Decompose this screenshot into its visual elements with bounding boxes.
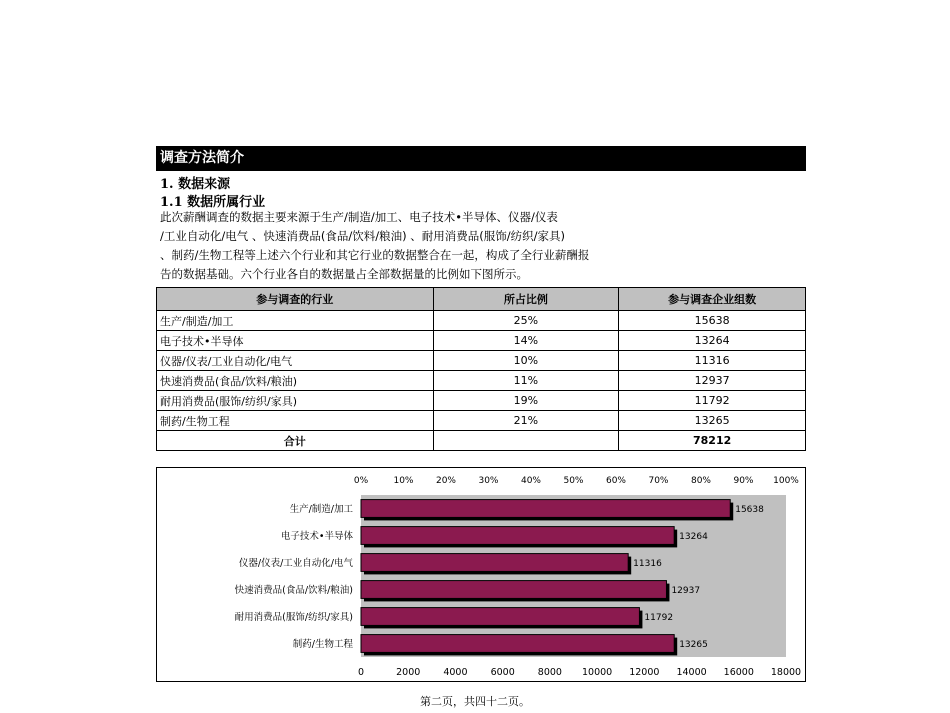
cell-industry: 仪器/仪表/工业自动化/电气 <box>157 351 434 371</box>
bar-data-label: 11316 <box>633 559 662 569</box>
cell-count: 11792 <box>619 391 806 411</box>
bar-data-label: 12937 <box>671 586 701 596</box>
industry-bar-chart <box>156 467 806 682</box>
category-label: 电子技术•半导体 <box>280 531 353 542</box>
x-tick-label: 8000 <box>537 667 562 678</box>
top-tick-label: 0% <box>353 476 369 486</box>
x-tick-label: 6000 <box>490 667 515 678</box>
table-row <box>157 311 806 331</box>
top-tick-label: 60% <box>605 476 627 486</box>
cell-count: 12937 <box>619 371 806 391</box>
table-total-row <box>157 431 806 451</box>
x-tick-label: 18000 <box>770 667 802 678</box>
bar <box>361 581 666 599</box>
total-value: 78212 <box>619 431 806 451</box>
bar-data-label: 15638 <box>735 505 764 515</box>
bar-data-label: 13264 <box>679 532 708 542</box>
cell-industry: 制药/生物工程 <box>157 411 434 431</box>
bar <box>361 500 730 518</box>
category-label: 快速消费品(食品/饮料/粮油) <box>234 585 353 596</box>
cell-count: 13265 <box>619 411 806 431</box>
cell-count: 15638 <box>619 311 806 331</box>
cell-ratio: 19% <box>433 391 619 411</box>
top-tick-label: 70% <box>648 476 669 486</box>
category-label: 生产/制造/加工 <box>289 504 353 515</box>
top-tick-label: 10% <box>393 476 414 486</box>
x-tick-label: 0 <box>357 667 365 678</box>
cell-industry: 电子技术•半导体 <box>157 331 434 351</box>
x-tick-label: 4000 <box>443 667 468 678</box>
header-industry: 参与调查的行业 <box>157 288 434 311</box>
paragraph-line: 告的数据基础。六个行业各自的数据量占全部数据量的比例如下图所示。 <box>160 267 528 281</box>
category-label: 耐用消费品(服饰/纺织/家具) <box>234 612 353 623</box>
table-row <box>157 411 806 431</box>
top-tick-label: 80% <box>690 476 712 486</box>
table-row <box>157 371 806 391</box>
table-header-row <box>157 288 806 311</box>
cell-ratio: 10% <box>433 351 619 371</box>
paragraph-line: /工业自动化/电气 、快速消费品(食品/饮料/粮油) 、耐用消费品(服饰/纺织/家具) <box>160 229 566 243</box>
bar <box>361 635 674 653</box>
top-tick-label: 40% <box>520 476 542 486</box>
top-tick-label: 90% <box>733 476 754 486</box>
x-tick-label: 16000 <box>723 667 754 678</box>
total-empty-cell <box>433 431 619 451</box>
bar <box>361 554 628 572</box>
cell-industry: 耐用消费品(服饰/纺织/家具) <box>157 391 434 411</box>
bar-data-label: 11792 <box>644 613 674 623</box>
category-label: 制药/生物工程 <box>292 639 353 650</box>
bar-data-label: 13265 <box>679 640 708 650</box>
cell-ratio: 21% <box>433 411 619 431</box>
cell-ratio: 14% <box>433 331 619 351</box>
header-ratio: 所占比例 <box>433 288 619 311</box>
cell-industry: 生产/制造/加工 <box>157 311 434 331</box>
category-label: 仪器/仪表/工业自动化/电气 <box>238 558 353 569</box>
bar <box>361 608 639 626</box>
table-row <box>157 391 806 411</box>
table-row <box>157 331 806 351</box>
cell-count: 13264 <box>619 331 806 351</box>
top-tick-label: 30% <box>478 476 499 486</box>
x-tick-label: 2000 <box>396 667 421 678</box>
section-title-bar: 调查方法简介 <box>156 146 806 171</box>
x-tick-label: 12000 <box>629 667 660 678</box>
x-tick-label: 14000 <box>676 667 707 678</box>
top-tick-label: 50% <box>563 476 584 486</box>
heading-industry: 1.1 数据所属行业 <box>160 195 266 210</box>
cell-industry: 快速消费品(食品/饮料/粮油) <box>157 371 434 391</box>
total-label: 合计 <box>157 431 434 451</box>
industry-table <box>156 287 806 451</box>
top-tick-label: 100% <box>773 476 799 486</box>
cell-count: 11316 <box>619 351 806 371</box>
cell-ratio: 25% <box>433 311 619 331</box>
cell-ratio: 11% <box>433 371 619 391</box>
x-tick-label: 10000 <box>581 667 613 678</box>
paragraph-line: 此次薪酬调查的数据主要来源于生产/制造/加工、电子技术•半导体、仪器/仪表 <box>160 210 558 224</box>
table-row <box>157 351 806 371</box>
paragraph-line: 、制药/生物工程等上述六个行业和其它行业的数据整合在一起，构成了全行业薪酬报 <box>160 248 590 262</box>
header-count: 参与调查企业组数 <box>619 288 806 311</box>
heading-data-source: 1. 数据来源 <box>160 177 231 192</box>
page-footer: 第二页，共四十二页。 <box>420 695 530 708</box>
top-tick-label: 20% <box>435 476 457 486</box>
bar <box>361 527 674 545</box>
